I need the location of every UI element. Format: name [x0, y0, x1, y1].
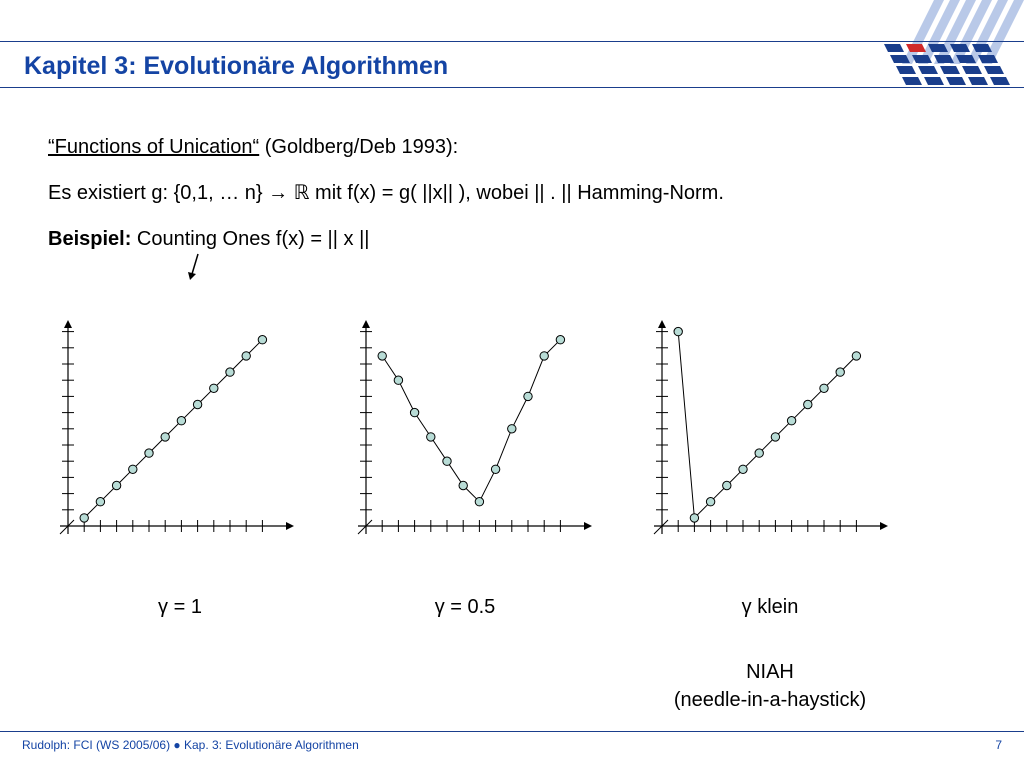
logo-tile	[946, 77, 966, 85]
footer-rule	[0, 731, 1024, 732]
data-point	[226, 368, 234, 376]
page-number: 7	[995, 738, 1002, 752]
data-point	[177, 417, 185, 425]
header-bottom-rule	[0, 87, 1024, 88]
data-point	[258, 336, 266, 344]
logo-tile	[984, 66, 1004, 74]
data-point	[96, 498, 104, 506]
logo-lines	[902, 0, 1024, 64]
logo-tile	[940, 66, 960, 74]
data-point	[804, 400, 812, 408]
data-point	[210, 384, 218, 392]
data-point	[690, 514, 698, 522]
functions-of-unication-line	[48, 136, 458, 159]
data-point	[145, 449, 153, 457]
data-point	[852, 352, 860, 360]
logo-tile	[902, 77, 922, 85]
data-point	[556, 336, 564, 344]
data-point	[427, 433, 435, 441]
plot-3	[654, 320, 888, 534]
niah-title: NIAH	[746, 661, 794, 683]
y-axis-arrow	[64, 320, 72, 328]
data-point	[508, 425, 516, 433]
plot-caption-gamma-small: γ klein	[741, 596, 799, 618]
plot-1	[60, 320, 294, 534]
data-point	[820, 384, 828, 392]
data-point	[410, 408, 418, 416]
plot-line	[678, 332, 856, 518]
data-point	[739, 465, 747, 473]
origin-stub	[654, 520, 668, 534]
header-top-rule	[0, 41, 1024, 42]
data-point	[755, 449, 763, 457]
pointer-arrow	[180, 250, 210, 282]
logo-tile	[962, 66, 982, 74]
data-point	[524, 392, 532, 400]
data-point	[80, 514, 88, 522]
logo-tile	[896, 66, 916, 74]
footer-text: Rudolph: FCI (WS 2005/06) ● Kap. 3: Evolutionäre Algorithmen	[22, 738, 359, 752]
logo-tile	[918, 66, 938, 74]
data-point	[540, 352, 548, 360]
data-point	[129, 465, 137, 473]
data-point	[394, 376, 402, 384]
data-point	[193, 400, 201, 408]
functions-of-unication-term: “Functions of Unication“	[48, 136, 260, 158]
citation-text: (Goldberg/Deb 1993):	[259, 136, 459, 158]
x-axis-arrow	[286, 522, 294, 530]
niah-subtitle: (needle-in-a-haystick)	[673, 689, 867, 711]
data-point	[112, 481, 120, 489]
niah-label	[620, 658, 920, 714]
data-point	[491, 465, 499, 473]
data-point	[242, 352, 250, 360]
example-text: Counting Ones f(x) = || x ||	[131, 228, 370, 250]
y-axis-arrow	[658, 320, 666, 328]
logo-tile	[968, 77, 988, 85]
data-point	[161, 433, 169, 441]
data-point	[378, 352, 386, 360]
origin-stub	[358, 520, 372, 534]
definition-line: Es existiert g: {0,1, … n} → ℝ mit f(x) = g( ||x|| ), wobei || . || Hamming-Norm.	[48, 182, 724, 204]
plot-line	[84, 340, 262, 518]
logo-tile	[884, 44, 904, 52]
example-label: Beispiel:	[48, 228, 132, 250]
plot-2	[358, 320, 592, 534]
data-point	[723, 481, 731, 489]
plot-caption-gamma-1: γ = 1	[158, 596, 202, 618]
data-point	[443, 457, 451, 465]
data-point	[771, 433, 779, 441]
page-title: Kapitel 3: Evolutionäre Algorithmen	[24, 52, 449, 80]
plot-caption-gamma-half: γ = 0.5	[434, 596, 496, 618]
y-axis-arrow	[362, 320, 370, 328]
fitness-plots	[0, 300, 1024, 560]
data-point	[475, 498, 483, 506]
data-point	[836, 368, 844, 376]
data-point	[674, 327, 682, 335]
data-point	[787, 417, 795, 425]
logo-tile	[990, 77, 1010, 85]
x-axis-arrow	[880, 522, 888, 530]
x-axis-arrow	[584, 522, 592, 530]
plot-line	[382, 340, 560, 502]
example-line	[48, 228, 369, 251]
data-point	[706, 498, 714, 506]
university-logo	[876, 0, 1024, 92]
logo-tile	[924, 77, 944, 85]
data-point	[459, 481, 467, 489]
origin-stub	[60, 520, 74, 534]
